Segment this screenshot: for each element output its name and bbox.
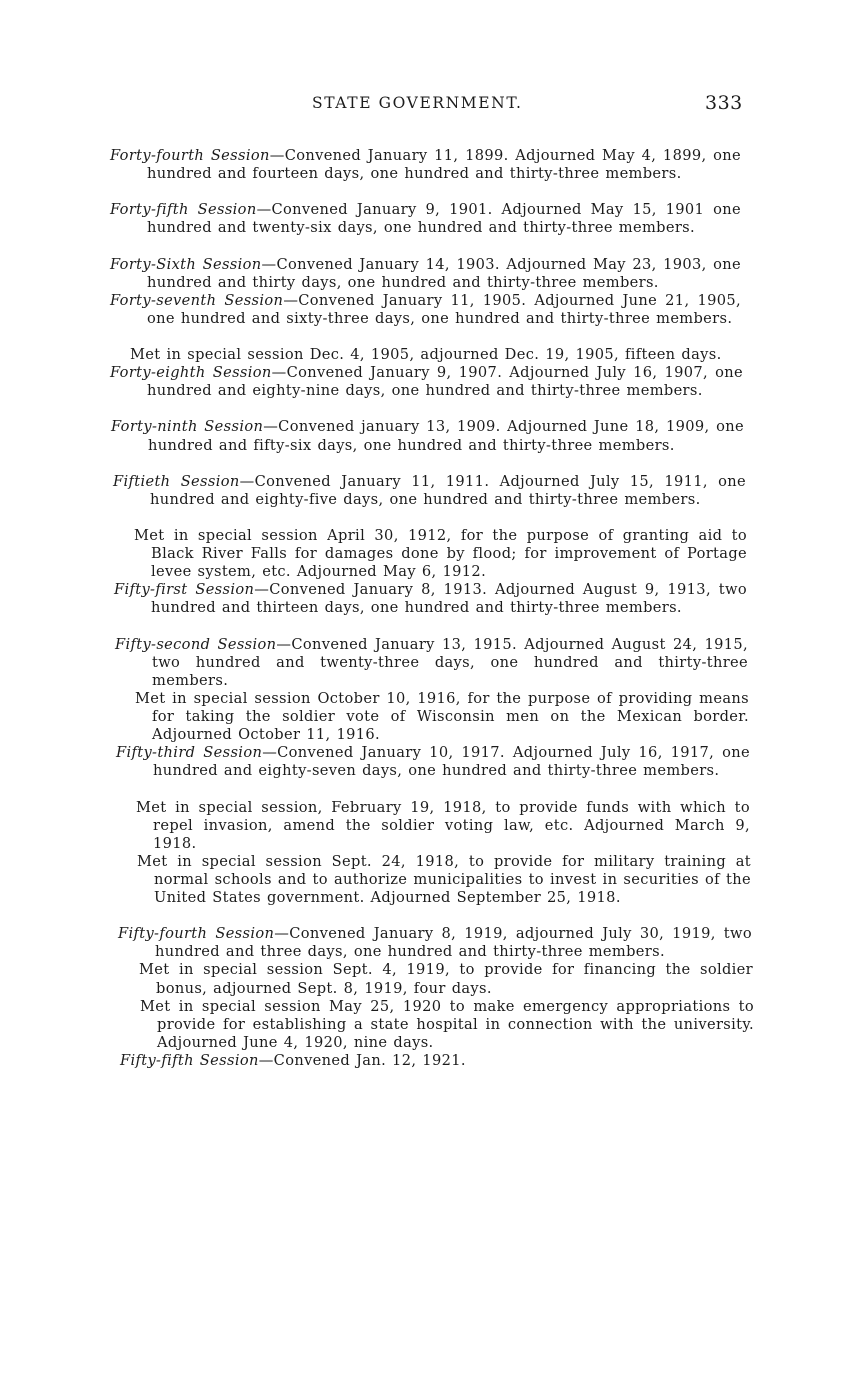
session-entry (110, 291, 741, 346)
session-name: Fifty-fourth Session (118, 925, 275, 943)
session-entry (110, 147, 741, 201)
session-name: Fiftieth Session (113, 472, 240, 490)
session-entry (110, 201, 742, 255)
page-header (0, 92, 859, 118)
special-session-entry: Met in special session April 30, 1912, for the purpose of granting aid to Black River Falls for damages done by flood; for improvement of Portage levee system, etc. Adjourned May 6, 1912. (134, 527, 747, 581)
session-text: —Convened January 8, 1913. Adjourned August 9, 1913, two hundred and thirteen days, one hundred and thirty-three members. (151, 581, 747, 617)
session-entry (110, 364, 743, 418)
session-text: —Convened Jan. 12, 1921. (258, 1051, 466, 1069)
session-entry (111, 418, 744, 472)
special-session-entry: Met in special session, February 19, 1918, to provide funds with which to repel invasion, amend the soldier voting law, etc. Adjourned March 9, 1918. (136, 798, 750, 852)
session-text: —Convened January 11, 1911. Adjourned July 15, 1911, one hundred and eighty-five days, one hundred and thirty-three members. (150, 472, 746, 508)
session-entry (115, 635, 748, 690)
session-entry (118, 925, 752, 961)
session-name: Forty-fourth Session (110, 147, 270, 164)
session-text: —Convened January 11, 1905. Adjourned June 21, 1905, one hundred and sixty-three days, one hundred and thirty-three members. (147, 291, 741, 327)
session-entry (116, 744, 750, 798)
page-number: 333 (705, 92, 743, 114)
session-text: —Convened January 14, 1903. Adjourned May 23, 1903, one hundred and thirty days, one hundred and thirty-three members. (147, 255, 741, 291)
session-name: Forty-fifth Session (110, 201, 257, 219)
session-name: Forty-eighth Session (110, 364, 272, 382)
session-name: Fifty-second Session (115, 635, 277, 653)
session-text: —Convened January 9, 1901. Adjourned May 15, 1901 one hundred and twenty-six days, one hundred and thirty-three members. (147, 201, 742, 237)
session-name: Fifty-first Session (114, 581, 255, 599)
session-name: Forty-ninth Session (111, 418, 264, 436)
session-name: Forty-seventh Session (110, 291, 284, 309)
running-head: STATE GOVERNMENT. (312, 94, 523, 112)
session-text: —Convened January 13, 1915. Adjourned August 24, 1915, two hundred and twenty-three days, one hundred and thirty-three members. (152, 635, 748, 689)
special-session-entry: Met in special session Sept. 4, 1919, to provide for financing the soldier bonus, adjourned Sept. 8, 1919, four days. (139, 961, 753, 997)
session-name: Forty-Sixth Session (110, 255, 262, 273)
special-session-entry: Met in special session May 25, 1920 to make emergency appropriations to provide for establishing a state hospital in connection with the university. Adjourned June 4, 1920, nine days. (140, 997, 754, 1051)
special-session-entry: Met in special session Dec. 4, 1905, adjourned Dec. 19, 1905, fifteen days. (130, 346, 722, 364)
session-name: Fifty-third Session (116, 744, 263, 762)
session-text: —Convened january 13, 1909. Adjourned June 18, 1909, one hundred and fifty-six days, one hundred and thirty-three members. (148, 418, 744, 454)
session-text: —Convened January 11, 1899. Adjourned May 4, 1899, one hundred and fourteen days, one hundred and thirty-three members. (147, 147, 741, 183)
special-session-entry: Met in special session October 10, 1916, for the purpose of providing means for taking the soldier vote of Wisconsin men on the Mexican border. Adjourned October 11, 1916. (135, 689, 749, 744)
session-name: Fifty-fifth Session (120, 1051, 259, 1069)
session-list (0, 147, 859, 1070)
session-entry (114, 581, 747, 635)
session-entry (110, 255, 741, 292)
session-text: —Convened January 8, 1919, adjourned July 30, 1919, two hundred and three days, one hundred and thirty-three members. (155, 925, 752, 961)
session-entry (113, 472, 746, 527)
session-entry (120, 1051, 754, 1070)
special-session-entry: Met in special session Sept. 24, 1918, to provide for military training at normal schools and to authorize municipalities to invest in securities of the United States government. Adjourned September 25, 1918. (137, 852, 751, 907)
session-text: —Convened January 10, 1917. Adjourned July 16, 1917, one hundred and eighty-seven days, one hundred and thirty-three members. (153, 744, 750, 780)
session-text: —Convened January 9, 1907. Adjourned July 16, 1907, one hundred and eighty-nine days, one hundred and thirty-three members. (147, 364, 743, 400)
